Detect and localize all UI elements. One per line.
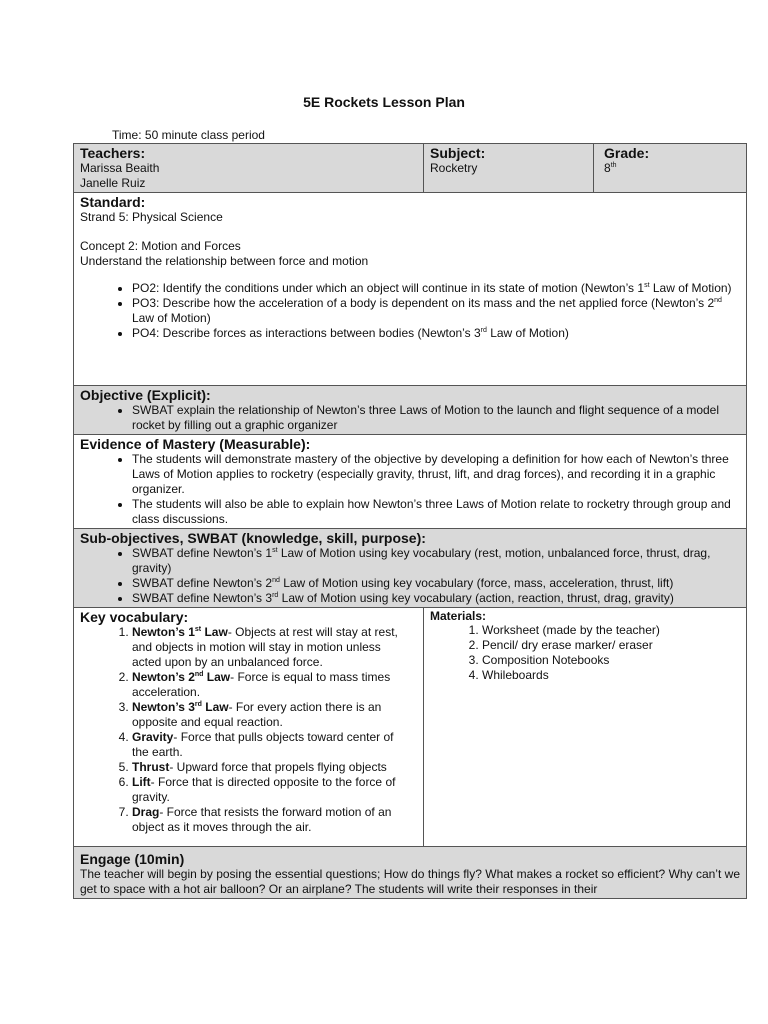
- vocabulary-item: 3. Newton’s 3rd Law- For every action there is an opposite and equal reaction.: [132, 700, 405, 730]
- vocabulary-label: Key vocabulary:: [80, 609, 189, 625]
- standard-item: • PO3: Describe how the acceleration of a body is dependent on its mass and the net applied force (Newton’s 2nd Law of Motion): [132, 296, 740, 326]
- teachers-cell: [74, 144, 424, 193]
- materials-list: [430, 623, 740, 683]
- subobjectives-label: Sub-objectives, SWBAT (knowledge, skill, purpose):: [80, 530, 426, 546]
- material-item: 1. Worksheet (made by the teacher): [482, 623, 740, 638]
- material-item: 4. Whileboards: [482, 668, 740, 683]
- grade-label: Grade:: [604, 145, 650, 161]
- vocabulary-cell: [74, 608, 424, 847]
- subobjectives-list: [80, 546, 740, 606]
- objective-row: [74, 386, 747, 435]
- objective-list: [80, 403, 740, 433]
- grade-cell: [594, 144, 747, 193]
- vocabulary-list: [80, 625, 417, 835]
- subobjectives-cell: [74, 529, 747, 608]
- evidence-item: • The students will also be able to explain how Newton’s three Laws of Motion relate to rocketry through group and class discussions.: [132, 497, 740, 527]
- teachers-label: Teachers:: [80, 145, 146, 161]
- evidence-cell: [74, 435, 747, 529]
- subobjective-item: • SWBAT define Newton’s 1st Law of Motion using key vocabulary (rest, motion, unbalanced force, thrust, drag, gravity): [132, 546, 740, 576]
- header-row: [74, 144, 747, 193]
- material-item: 2. Pencil/ dry erase marker/ eraser: [482, 638, 740, 653]
- objective-label: Objective (Explicit):: [80, 387, 211, 403]
- subject-label: Subject:: [430, 145, 486, 161]
- grade-value: 8th: [604, 161, 617, 175]
- objective-cell: [74, 386, 747, 435]
- evidence-row: [74, 435, 747, 529]
- subject-value: Rocketry: [430, 161, 478, 175]
- standard-concept: Concept 2: Motion and Forces: [80, 239, 241, 253]
- standard-item: • PO2: Identify the conditions under which an object will continue in its state of motion (Newton’s 1st Law of Motion): [132, 281, 740, 296]
- teacher-name: Marissa Beaith: [80, 161, 160, 175]
- standard-item: • PO4: Describe forces as interactions between bodies (Newton’s 3rd Law of Motion): [132, 326, 740, 341]
- engage-text: The teacher will begin by posing the essential questions; How do things fly? What makes a rocket so efficient? Why can’t we get to space with a hot air balloon? Or an airplane? The students will write their responses in their: [80, 867, 740, 896]
- standard-row: [74, 193, 747, 386]
- subobjective-item: • SWBAT define Newton’s 2nd Law of Motion using key vocabulary (force, mass, acceleration, thrust, lift): [132, 576, 740, 591]
- vocabulary-item: 6. Lift- Force that is directed opposite to the force of gravity.: [132, 775, 405, 805]
- teacher-name: Janelle Ruiz: [80, 176, 146, 190]
- evidence-list: [80, 452, 740, 527]
- subobjective-item: • SWBAT define Newton’s 3rd Law of Motion using key vocabulary (action, reaction, thrust, drag, gravity): [132, 591, 740, 606]
- objective-item: • SWBAT explain the relationship of Newton’s three Laws of Motion to the launch and flight sequence of a model rocket by filling out a graphic organizer: [132, 403, 740, 433]
- vocabulary-item: 4. Gravity- Force that pulls objects toward center of the earth.: [132, 730, 405, 760]
- standard-cell: [74, 193, 747, 386]
- evidence-label: Evidence of Mastery (Measurable):: [80, 436, 311, 452]
- vocabulary-item: 2. Newton’s 2nd Law- Force is equal to mass times acceleration.: [132, 670, 405, 700]
- engage-label: Engage (10min): [80, 851, 185, 867]
- engage-cell: [74, 847, 747, 899]
- lesson-plan-table: [73, 143, 747, 899]
- material-item: 3. Composition Notebooks: [482, 653, 740, 668]
- subject-cell: [424, 144, 594, 193]
- engage-row: [74, 847, 747, 899]
- document-title: 5E Rockets Lesson Plan: [303, 94, 465, 110]
- standard-understand: Understand the relationship between force and motion: [80, 254, 369, 268]
- standard-label: Standard:: [80, 194, 146, 210]
- materials-label: Materials:: [430, 609, 487, 623]
- class-time: Time: 50 minute class period: [112, 128, 265, 142]
- vocabulary-item: 1. Newton’s 1st Law- Objects at rest will stay at rest, and objects in motion will stay in motion unless acted upon by an unbalanced force.: [132, 625, 405, 670]
- standard-list: [80, 281, 740, 341]
- subobjectives-row: [74, 529, 747, 608]
- vocabulary-item: 5. Thrust- Upward force that propels flying objects: [132, 760, 405, 775]
- evidence-item: • The students will demonstrate mastery of the objective by developing a definition for how each of Newton’s three Laws of Motion applies to rocketry (especially gravity, thrust, lift, and drag forces), and recording it in a graphic organizer.: [132, 452, 740, 497]
- materials-cell: [424, 608, 747, 847]
- standard-strand: Strand 5: Physical Science: [80, 210, 223, 224]
- vocabulary-item: 7. Drag- Force that resists the forward motion of an object as it moves through the air.: [132, 805, 405, 835]
- vocab-materials-row: [74, 608, 747, 847]
